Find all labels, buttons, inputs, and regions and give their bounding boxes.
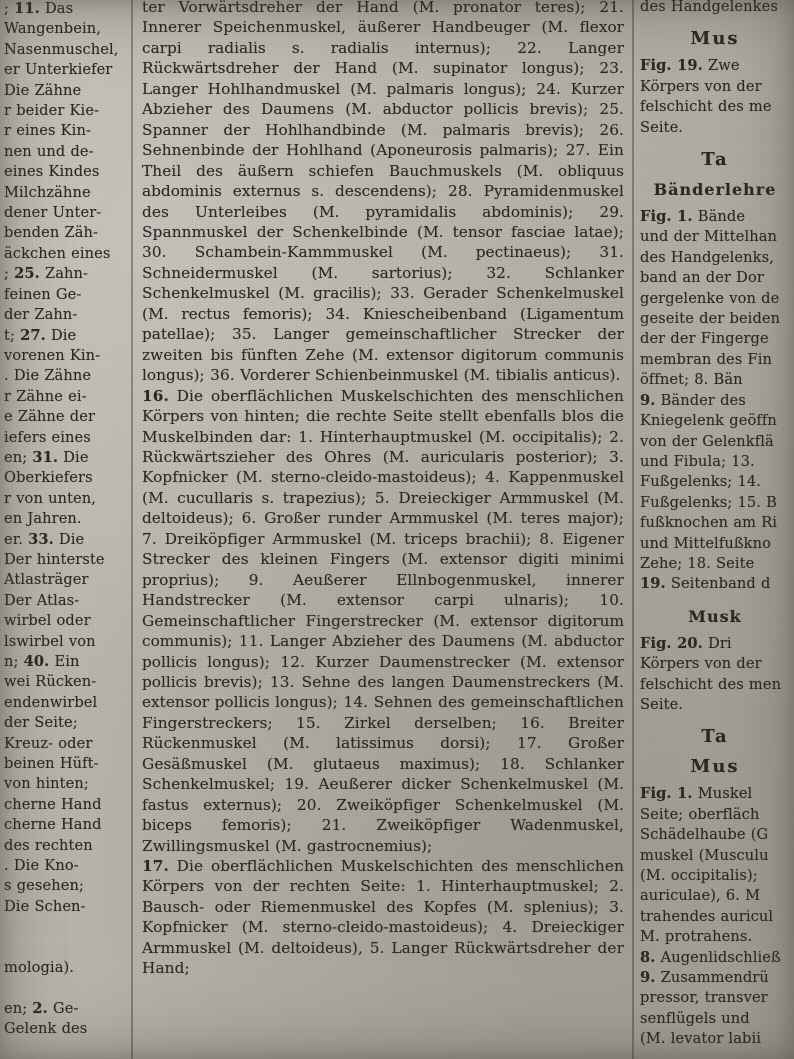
- left-column-line: benden Zäh-: [4, 224, 99, 242]
- right-column-line: pressor, transver: [640, 989, 768, 1007]
- right-column-line: öffnet; 8. Bän: [640, 371, 743, 389]
- left-column-line: en; 2. Ge-: [4, 999, 79, 1017]
- left-column-line: t; 27. Die: [4, 326, 77, 344]
- right-column-line: gergelenke von de: [640, 289, 780, 307]
- right-column-line: (M. occipitalis);: [640, 867, 758, 884]
- left-column-line: [4, 978, 126, 998]
- right-column-line: des Handgelenkes: [640, 0, 778, 15]
- spacer: [640, 17, 790, 26]
- left-column-line: Der hinterste: [4, 550, 105, 568]
- left-column-line: von hinten;: [4, 775, 89, 793]
- left-column-line: wei Rücken-: [4, 673, 97, 691]
- right-column-line: Fig. 20. Dri: [640, 634, 732, 652]
- right-column-line: fußknochen am Ri: [640, 514, 778, 532]
- right-column-line: senflügels und: [640, 1009, 750, 1027]
- right-column-line: 19. Seitenband d: [640, 575, 771, 593]
- right-column-line: M. protrahens.: [640, 928, 753, 946]
- left-column-line: feinen Ge-: [4, 285, 82, 303]
- right-column-line: Fußgelenks; 15. B: [640, 493, 777, 511]
- left-column-line: [4, 938, 126, 958]
- main-paragraph: 16. Die oberflächlichen Muskelschichten des menschlichen Körpers von hinten; die rechte Seite stellt ebenfalls blos die Muskelbinden dar: 1. Hinterhauptmuskel (M. occipitalis); 2. Rückwärtszieher des Ohres (M. auricularis posterior); 3. Kopfnicker (M. sterno-cleido-mastoideus); 4. Kappenmuskel (M. cucullaris s. trapezius); 5. Dreieckiger Armmuskel (M. deltoideus); 6. Großer runder Armmuskel (M. teres major); 7. Dreiköpfiger Armmuskel (M. triceps brachii); 8. Eigener Strecker des kleinen Fingers (M. extensor digiti minimi proprius); 9. Aeußerer Ellnbogenmuskel, innerer Handstrecker (M. extensor carpi ulnaris); 10. Gemeinschaftlicher Fingerstrecker (M. extensor digitorum communis); 11. Langer Abzieher des Daumens (M. abductor pollicis longus); 12. Kurzer Daumenstrecker (M. extensor pollicis brevis); 13. Sehne des langen Daumenstreckers (M. extensor pollicis longus); 14. Sehnen des gemeinschaftlichen Fingerstreckers; 15. Zirkel derselben; 16. Breiter Rückenmuskel (M. latissimus dorsi); 17. Großer Gesäßmuskel (M. glutaeus maximus); 18. Schlanker Schenkelmuskel; 19. Aeußerer dicker Schenkelmuskel (M. fastus externus); 20. Zweiköpfiger Schenkelmuskel (M. biceps femoris); 21. Zweiköpfiger Wadenmuskel, Zwillingsmuskel (M. gastrocnemius);: [142, 386, 625, 855]
- right-column-line: geseite der beiden: [640, 310, 781, 328]
- right-column-line: Seite; oberfläch: [640, 805, 760, 823]
- right-column-line: Seite.: [640, 118, 684, 136]
- left-column-line: er. 33. Die: [4, 530, 85, 548]
- spacer: [640, 1050, 790, 1059]
- right-column-line: 8. Augenlidschließ: [640, 948, 781, 966]
- left-column-line: en Jahren.: [4, 510, 82, 528]
- left-column-line: Milchzähne: [4, 183, 91, 201]
- right-column-line: Fig. 19. Zwe: [640, 57, 740, 75]
- right-column-line: Seite.: [640, 695, 684, 713]
- left-column-line: cherne Hand: [4, 816, 102, 834]
- right-column-text: [640, 0, 790, 1059]
- left-column-line: ; 25. Zahn-: [4, 265, 89, 283]
- left-column-line: Die Schen-: [4, 897, 86, 915]
- right-column-heading: Ta: [701, 726, 729, 748]
- main-column-text: [142, 0, 624, 979]
- left-column-line: der Zahn-: [4, 306, 78, 324]
- left-column: [0, 0, 132, 1059]
- left-column-line: des rechten: [4, 836, 93, 854]
- left-column-line: endenwirbel: [4, 693, 98, 711]
- right-column-line: Fig. 1. Bände: [640, 208, 746, 226]
- left-column-line: r beider Kie-: [4, 102, 100, 120]
- right-column-line: und der Mittelhan: [640, 228, 778, 246]
- main-paragraph: 17. Die oberflächlichen Muskelschichten des menschlichen Körpers von der rechten Seite: 1. Hinterhauptmuskel; 2. Bausch- oder Riemenmuskel des Kopfes (M. splenius); 3. Kopfnicker (M. sterno-cleido-mastoideus); 4. Dreieckiger Armmuskel (M. deltoideus), 5. Langer Rückwärtsdreher der Hand;: [142, 857, 625, 978]
- right-column-heading: Bänderlehre: [653, 180, 777, 200]
- left-column-line: er Unterkiefer: [4, 61, 113, 79]
- left-column-line: wirbel oder: [4, 612, 91, 630]
- column-rule-right: [632, 0, 634, 1059]
- right-column-line: 9. Bänder des: [640, 391, 746, 409]
- left-column-line: Der Atlas-: [4, 591, 80, 609]
- right-column: [632, 0, 794, 1059]
- right-column-line: (M. levator labii: [640, 1030, 761, 1048]
- right-column-line: und Mittelfußkno: [640, 534, 771, 552]
- left-column-line: ⁠; 11. Das: [4, 0, 74, 17]
- right-column-line: trahendes auricul: [640, 907, 774, 925]
- left-column-line: s gesehen;: [4, 877, 84, 895]
- right-column-line: Fußgelenks; 14.: [640, 473, 761, 491]
- left-column-line: cherne Hand: [4, 795, 102, 813]
- spacer: [640, 138, 790, 147]
- left-column-line: r Zähne ei-: [4, 387, 87, 405]
- left-column-line: e Zähne der: [4, 408, 96, 426]
- right-column-line: band an der Dor: [640, 269, 764, 287]
- column-rule-left: [131, 0, 133, 1059]
- left-column-line: der Seite;: [4, 714, 78, 732]
- right-column-line: Körpers von der: [640, 655, 762, 673]
- left-column-line: . Die Zähne: [4, 367, 92, 385]
- left-column-line: Kreuz- oder: [4, 734, 93, 752]
- right-column-line: Kniegelenk geöffn: [640, 412, 777, 430]
- right-column-line: Zehe; 18. Seite: [640, 554, 755, 572]
- left-column-line: nen und de-: [4, 142, 94, 160]
- left-column-line: iefers eines: [4, 428, 91, 446]
- right-column-line: und Fibula; 13.: [640, 452, 755, 470]
- right-column-heading: Mus: [690, 28, 740, 50]
- right-column-line: membran des Fin: [640, 350, 772, 368]
- spacer: [640, 715, 790, 724]
- left-column-line: Oberkiefers: [4, 469, 93, 487]
- left-column-text: [4, 0, 126, 1040]
- left-column-line: [4, 917, 126, 937]
- right-column-heading: Mus: [690, 756, 740, 778]
- left-column-line: vorenen Kin-: [4, 346, 101, 364]
- right-column-heading: Ta: [701, 149, 729, 171]
- right-column-line: auriculae), 6. M: [640, 887, 761, 905]
- left-column-line: n; 40. Ein: [4, 653, 80, 670]
- left-column-line: lswirbel von: [4, 632, 96, 650]
- left-column-line: beinen Hüft-: [4, 755, 99, 773]
- left-column-line: Wangenbein,: [4, 20, 101, 38]
- left-column-line: eines Kindes: [4, 163, 100, 181]
- right-column-line: der der Fingerge: [640, 330, 769, 348]
- main-column: [132, 0, 632, 1059]
- left-column-line: mologia).: [4, 959, 75, 977]
- right-column-line: felschicht des men: [640, 675, 782, 693]
- left-column-line: . Die Kno-: [4, 857, 79, 875]
- left-column-line: Die Zähne: [4, 81, 82, 99]
- right-column-line: muskel (Musculu: [640, 846, 769, 864]
- left-column-line: r von unten,: [4, 489, 97, 507]
- right-column-line: felschicht des me: [640, 98, 772, 116]
- left-column-line: r eines Kin-: [4, 122, 91, 140]
- left-column-line: äckchen eines: [4, 244, 111, 262]
- right-column-line: von der Gelenkflä: [640, 432, 774, 450]
- right-column-line: des Handgelenks,: [640, 248, 774, 266]
- left-column-line: Gelenk des: [4, 1020, 88, 1038]
- left-column-line: dener Unter-: [4, 204, 102, 222]
- right-column-heading: Musk: [688, 606, 742, 626]
- right-column-line: Schädelhaube (G: [640, 826, 769, 844]
- main-paragraph: ter Vorwärtsdreher der Hand (M. pronator teres); 21. Innerer Speichenmuskel, äußerer Handbeuger (M. flexor carpi radialis s. radialis internus); 22. Langer Rückwärtsdreher der Hand (M. supinator longus); 23. Langer Hohlhandmuskel (M. palmaris longus); 24. Kurzer Abzieher des Daumens (M. abductor pollicis brevis); 25. Spanner der Hohlhandbinde (M. palmaris brevis); 26. Sehnenbinde der Hohlhand (Aponeurosis palmaris); 27. Ein Theil des äußern schiefen Bauchmuskels (M. obliquus abdominis externus s. descendens); 28. Pyramidenmuskel des Unterleibes (M. pyramidalis abdominis); 29. Spannmuskel der Schenkelbinde (M. tensor fasciae latae); 30. Schambein-Kammmuskel (M. pectinaeus); 31. Schneidermuskel (M. sartorius); 32. Schlanker Schenkelmuskel (M. gracilis); 33. Gerader Schenkelmuskel (M. rectus femoris); 34. Kniescheibenband (Ligamentum patellae); 35. Langer gemeinschaftlicher Strecker der zweiten bis fünften Zehe (M. extensor digitorum communis longus); 36. Vorderer Schienbeinmuskel (M. tibialis anticus).: [142, 0, 625, 385]
- right-column-line: Körpers von der: [640, 77, 762, 95]
- left-column-line: Atlasträger: [4, 571, 89, 589]
- spacer: [640, 595, 790, 604]
- right-column-line: 9. Zusammendrü: [640, 969, 769, 987]
- left-column-line: Nasenmuschel,: [4, 40, 119, 58]
- right-column-line: Fig. 1. Muskel: [640, 785, 753, 803]
- left-column-line: en; 31. Die: [4, 448, 89, 466]
